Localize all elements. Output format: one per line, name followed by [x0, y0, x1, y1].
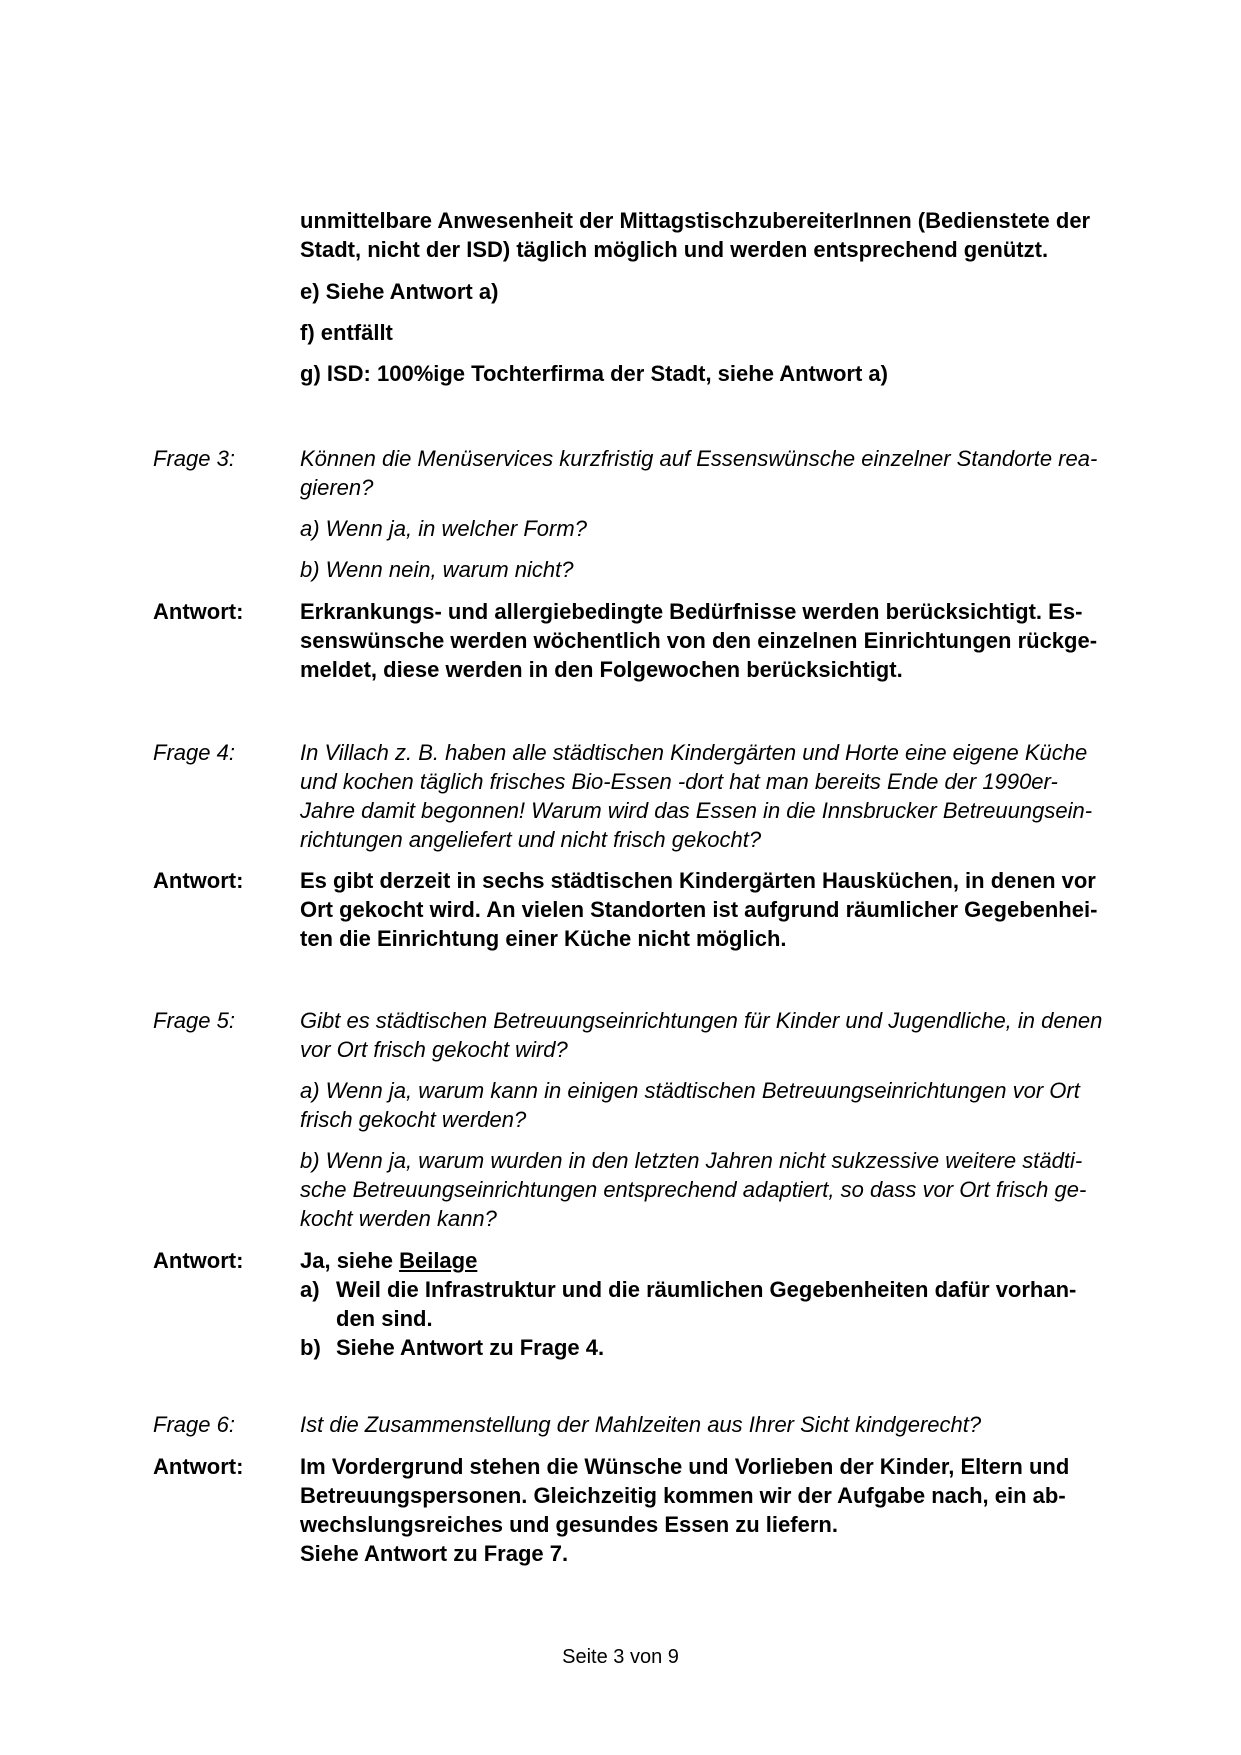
answer-prefix: Ja, siehe [300, 1248, 400, 1273]
frage3-sub-b: b) Wenn nein, warum nicht? [300, 557, 574, 582]
frage3-antwort-label: Antwort: [153, 599, 244, 624]
page-number: Seite 3 von 9 [562, 1646, 679, 1668]
frage4-antwort-label: Antwort: [153, 868, 244, 893]
frage5-question: Gibt es städtischen Betreuungseinrichtungen für Kinder und Jugendliche, in denen vor Ort frisch gekocht wird? [300, 1008, 1103, 1062]
frage6-answer: Im Vordergrund stehen die Wünsche und Vorlieben der Kinder, Eltern und Betreuungspersonen. Gleichzeitig kommen wir der Aufgabe nach, ein ab- wechslungsreiches und gesundes Essen zu liefern. Siehe Antwort zu Frage 7. [300, 1454, 1070, 1566]
frage5-label: Frage 5: [153, 1008, 235, 1033]
frage3-question: Können die Menüservices kurzfristig auf Essenswünsche einzelner Standorte rea- gieren? [300, 446, 1098, 500]
list-item: b) Siehe Antwort zu Frage 4. [300, 1335, 605, 1360]
frage5-sub-b: b) Wenn ja, warum wurden in den letzten Jahren nicht sukzessive weitere städti- sche Betreuungseinrichtungen entsprechend adaptiert, so dass vor Ort frisch ge- kocht werden kann? [300, 1148, 1087, 1231]
list-item: a) Weil die Infrastruktur und die räumlichen Gegebenheiten dafür vorhan- den sind. [300, 1277, 1077, 1331]
frage3-label: Frage 3: [153, 446, 235, 471]
frage5-sub-a: a) Wenn ja, warum kann in einigen städtischen Betreuungseinrichtungen vor Ort frisch gekocht werden? [300, 1078, 1080, 1132]
frage3-answer: Erkrankungs- und allergiebedingte Bedürfnisse werden berücksichtigt. Es- senswünsche werden wöchentlich von den einzelnen Einrichtungen rückge- meldet, diese werden in den Folgewochen berücksichtigt. [300, 599, 1098, 682]
frage4-answer: Es gibt derzeit in sechs städtischen Kindergärten Hausküchen, in denen vor Ort gekocht wird. An vielen Standorten ist aufgrund räumlicher Gegebenhei- ten die Einrichtung einer Küche nicht möglich. [300, 868, 1098, 951]
intro-answer-g: g) ISD: 100%ige Tochterfirma der Stadt, siehe Antwort a) [300, 361, 888, 386]
text-line: Stadt, nicht der ISD) täglich möglich und werden entsprechend genützt. [300, 237, 1049, 262]
frage4-label: Frage 4: [153, 740, 235, 765]
text-line: unmittelbare Anwesenheit der MittagstischzubereiterInnen (Bedienstete der [300, 208, 1091, 233]
list-marker: a) [300, 1277, 320, 1302]
intro-answer-f: f) entfällt [300, 320, 393, 345]
frage5-antwort-label: Antwort: [153, 1248, 244, 1273]
intro-answer [300, 206, 1132, 264]
frage6-antwort-label: Antwort: [153, 1454, 244, 1479]
frage4-question: In Villach z. B. haben alle städtischen Kindergärten und Horte eine eigene Küche und kochen täglich frisches Bio-Essen -dort hat man bereits Ende der 1990er- Jahre damit begonnen! Warum wird das Essen in die Innsbrucker Betreuungsein- richtungen angeliefert und nicht frisch gekocht? [300, 740, 1093, 852]
frage6-label: Frage 6: [153, 1412, 235, 1437]
beilage-link[interactable]: Beilage [399, 1248, 478, 1273]
frage6-question: Ist die Zusammenstellung der Mahlzeiten aus Ihrer Sicht kindgerecht? [300, 1412, 982, 1437]
frage5-answer [300, 1246, 1132, 1362]
frage3-sub-a: a) Wenn ja, in welcher Form? [300, 516, 587, 541]
intro-answer-e: e) Siehe Antwort a) [300, 279, 499, 304]
list-marker: b) [300, 1335, 321, 1360]
